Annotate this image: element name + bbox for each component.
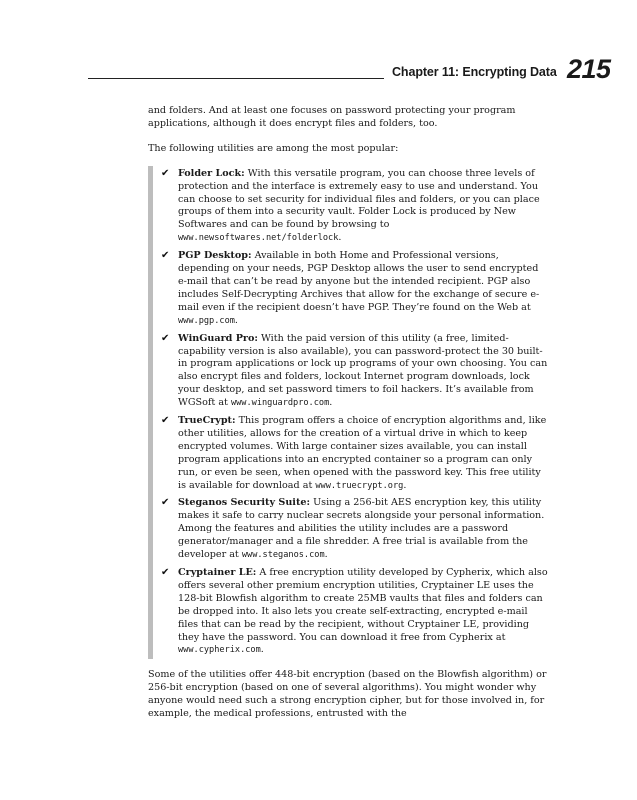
item-tail: . [260,644,264,656]
item-text: Using a 256-bit AES encryption key, this utility makes it safe to carry nuclear secrets alongside your personal information. Among the features and abilities the utility includes are a password generator/manager and a file shredder. A free trial is available from the developer at [178,497,545,561]
check-icon: ✔ [161,567,170,578]
page-number: 215 [567,54,611,84]
item-name: Cryptainer LE: [178,567,257,578]
list-item-winguard-pro [161,333,548,410]
item-tail: . [403,479,407,491]
item-text: Available in both Home and Professional versions, depending on your needs, PGP Desktop allows the user to send encrypted e-mail that can’t be read by anyone but the intended recipient. PGP also includes Self-Decrypting Archives that allow for the exchange of secure e-mail even if the recipient doesn’t have PGP. They’re found on the Web at [178,250,540,313]
closing-paragraph: Some of the utilities offer 448-bit encryption (based on the Blowfish algorithm) or 256-bit encryption (based on one of several algorithms). You might wonder why anyone would need such a strong encryption cipher, but for those involved in, for example, the medical professions, entrusted with the [148,669,547,720]
check-icon: ✔ [161,497,170,509]
item-url: www.cypherix.com [178,645,261,656]
item-tail: . [324,549,328,561]
list-item-steganos [161,497,548,562]
item-url: www.newsoftwares.net/folderlock [178,233,339,244]
header-rule [88,78,384,79]
item-name: PGP Desktop: [178,250,252,262]
item-text: With this versatile program, you can choose three levels of protection and the interface is extremely easy to use and understand. You can choose to set security for individual files and folders, or you can place groups of them into a security vault. Folder Lock is produced by New Softwares and can be found by browsing to [178,167,540,231]
check-icon: ✔ [161,250,170,262]
item-text: A free encryption utility developed by Cypherix, which also offers several other premium encryption utilities, Cryptainer LE uses the 128-bit Blowfish algorithm to create 25MB vaults that files and folders can be dropped into. It also lets you create self-extracting, encrypted e-mail files that can be read by the recipient, without Cryptainer LE, providing they have the password. You can download it free from Cypherix at [178,567,548,643]
utilities-list [148,166,548,660]
chapter-title: Chapter 11: Encrypting Data [392,65,557,79]
list-item-truecrypt [161,415,548,492]
item-name: Folder Lock: [178,167,245,179]
item-url: www.winguardpro.com [230,398,330,409]
intro-paragraph: and folders. And at least one focuses on password protecting your program applications, although it does encrypt files and folders, too. [148,105,516,129]
item-tail: . [338,232,342,244]
body-text [148,105,548,721]
item-url: www.pgp.com [178,315,235,326]
list-item-folder-lock [161,168,548,245]
check-icon: ✔ [161,167,170,179]
item-text: With the paid version of this utility (a free, limited-capability version is also available), you can password-protect the 30 built-in program applications or lock up programs of your own choosing. You can also encrypt files and folders, lockout Internet program downloads, lock your desktop, and set password timers to foil hackers. It’s available from WGSoft at [178,332,548,409]
list-item-cryptainer-le [161,567,548,657]
list-lead-paragraph: The following utilities are among the most popular: [148,142,399,154]
check-icon: ✔ [161,415,170,427]
item-text: This program offers a choice of encryption algorithms and, like other utilities, allows for the creation of a virtual drive in which to keep encrypted volumes. With large container sizes available, you can install program applications into an encrypted container so a program can only run, or even be seen, when opened with the password key. This free utility is available for download at [178,415,547,491]
check-icon: ✔ [161,332,170,344]
list-item-pgp-desktop [161,250,548,327]
item-tail: . [329,397,333,409]
item-name: Steganos Security Suite: [178,497,311,509]
item-name: WinGuard Pro: [178,332,258,344]
item-url: www.steganos.com [241,550,325,561]
item-url: www.truecrypt.org [315,480,404,491]
item-tail: . [234,314,238,326]
item-name: TrueCrypt: [178,415,236,427]
page-header [0,52,637,92]
